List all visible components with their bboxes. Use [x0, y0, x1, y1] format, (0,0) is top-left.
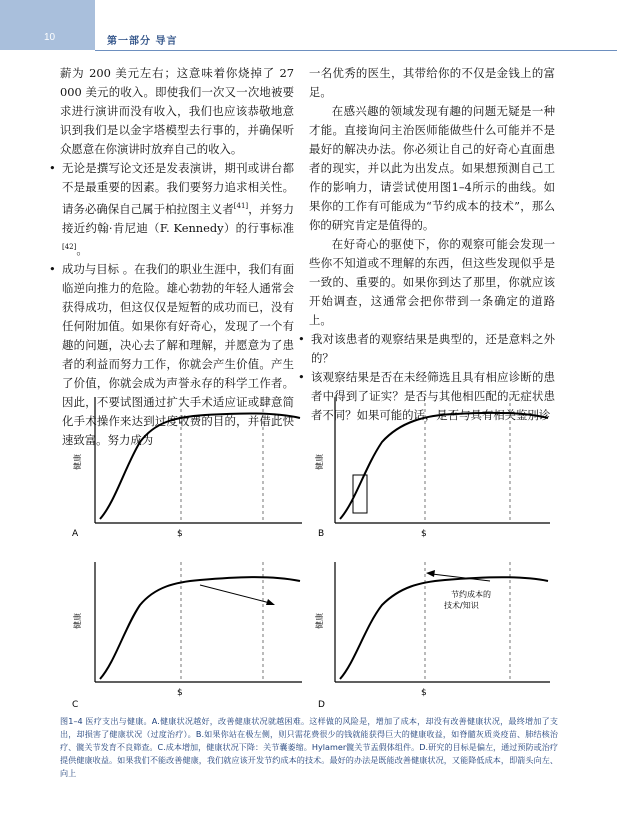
y-axis-label: 健康	[73, 454, 82, 470]
health-curve	[340, 577, 548, 679]
header-divider	[95, 50, 617, 51]
panel-label: D	[318, 700, 325, 710]
panel-b	[310, 392, 560, 552]
panel-label: C	[72, 700, 79, 710]
trend-arrow	[200, 585, 270, 603]
figure-caption	[60, 715, 558, 780]
running-header: 第一部分 导言	[107, 36, 178, 47]
x-axis-label: $	[177, 688, 183, 698]
x-axis-label: $	[421, 529, 427, 539]
health-curve	[340, 413, 548, 519]
y-axis-label: 健康	[73, 613, 82, 629]
panel-a	[60, 392, 310, 552]
panel-d	[310, 557, 560, 717]
panel-label: B	[318, 529, 325, 539]
page-number: 10	[44, 32, 56, 43]
health-curve	[100, 413, 300, 519]
bullet-item: • 我对该患者的观察结果是典型的，还是意料之外的？	[309, 330, 555, 368]
bullet-item: • 成功与目标 。在我们的职业生涯中，我们有面临逆向推力的危险。雄心勃勃的年轻人通常会获得成功，但这仅仅是短暂的成功而已，没有任何附加值。如果你有好奇心，发现了一个有趣的问题，决心去了解和理解，并愿意为了患者的利益而努力工作，你就会产生价值。产生了价值，你就会成为声誉永存的科学工作者。因此，不要试图通过扩大手术适应证或肆意简化手术操作来达到过度收费的目的，并借此快速致富。努力成为	[60, 260, 294, 450]
panel-c	[60, 557, 310, 717]
paragraph: 一名优秀的医生，其带给你的不仅是金钱上的富足。	[309, 66, 555, 99]
paragraph: 薪为 200 美元左右；这意味着你烧掉了 27 000 美元的收入。即使我们一次又一次地被要求进行演讲而没有收入，我们也应该恭敬地意识到我们是以金字塔模型去行事的，并确保听众愿意在你演讲时放弃自己的收入。	[60, 66, 294, 156]
annotation: 节约成本的	[451, 590, 491, 599]
x-axis-label: $	[421, 688, 427, 698]
caption-label: 图1–4	[60, 716, 83, 726]
y-axis-label: 健康	[315, 454, 324, 470]
y-axis-label: 健康	[315, 613, 324, 629]
bullet-item: • 该观察结果是否在未经筛选且具有相应诊断的患者中得到了证实？是否与其他相匹配的无症状患者不同？如果可能的话，是否与具有相关鉴别诊	[309, 368, 555, 425]
annotation: 技术/知识	[444, 601, 479, 610]
panel-label: A	[72, 529, 79, 539]
arrow-head	[426, 570, 435, 577]
health-curve	[100, 577, 300, 679]
caption-text: 医疗支出与健康。A.健康状况越好，改善健康状况就越困难。这样做的风险是，增加了成本，却没有改善健康状况，最终增加了支出，却损害了健康状况（过度治疗）。B.如果你站在极左侧，则只需花费很少的钱就能获得巨大的健康收益，如脊髓灰质炎疫苗、肺结核治疗、髋关节发育不良筛查。C.成本增加，健康状况下降：关节囊萎缩。Hylamer髋关节盂假体组件。D.研究的目标是偏左，通过预防或治疗提供健康收益。如果我们不能改善健康，我们就应该开发节约成本的技术。最好的办法是既能改善健康状况，又能降低成本，即箭头向左、向上	[60, 716, 558, 778]
paragraph: 在感兴趣的领域发现有趣的问题无疑是一种才能。直接询问主治医师能做些什么可能并不是最好的解决办法。你必须让自己的好奇心直面患者的现实，并以此为出发点。如果想预测自己工作的影响力，请尝试使用图1–4所示的曲线。如果你的工作有可能成为“节约成本的技术”，那么你的研究肯定是值得的。	[309, 104, 555, 232]
x-axis-label: $	[177, 529, 183, 539]
arrow-head	[266, 599, 275, 605]
paragraph: 在好奇心的驱使下，你的观察可能会发现一些你不知道或不理解的东西，但这些发现似乎是一致的、重要的。如果你到达了那里，你就应该开始调查，这通常会把你带到一条确定的道路上。	[309, 237, 555, 327]
figure-1-4	[60, 392, 560, 712]
right-column	[309, 64, 555, 425]
bullet-item: • 无论是撰写论文还是发表演讲，期刊或讲台都不是最重要的因素。我们要努力追求相关性。请务必确保自己属于柏拉图主义者[41]，并努力接近约翰·肯尼迪（F. Kennedy）的行事标准[42]。	[60, 159, 294, 260]
